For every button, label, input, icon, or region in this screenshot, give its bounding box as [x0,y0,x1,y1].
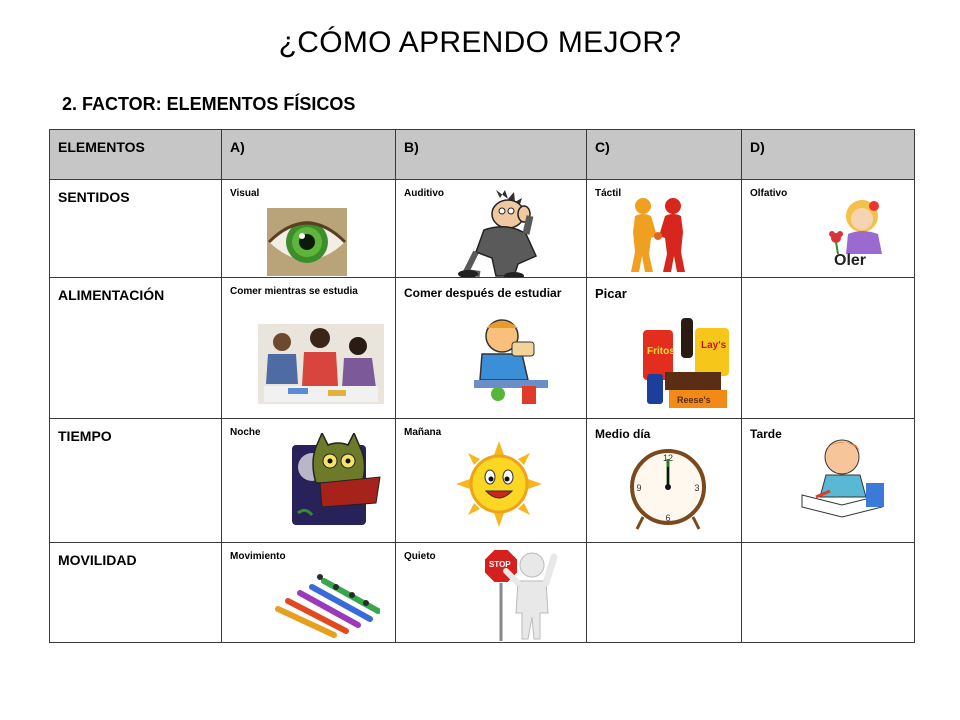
snacks-icon [641,314,733,412]
row-label-tiempo: TIEMPO [50,418,222,542]
header-elementos: ELEMENTOS [50,130,222,180]
listening-man-icon [456,186,551,278]
row-label-movilidad: MOVILIDAD [50,542,222,642]
svg-text:9: 9 [636,482,642,493]
svg-text:6: 6 [665,512,671,523]
svg-text:Lay's: Lay's [701,340,727,352]
runners-arrows-icon [274,573,380,643]
owl-reading-icon [292,433,382,525]
svg-text:3: 3 [694,482,700,493]
stop-sign-text: STOP [489,559,511,569]
table-row [50,542,915,642]
cell-label: Mañana [404,426,442,438]
child-eating-sandwich-icon [474,314,548,406]
cell-empty [587,542,742,642]
table-row [50,278,915,418]
cell-movimiento [222,542,396,642]
cell-comer-despues [396,278,587,418]
cell-label: Noche [230,426,261,438]
cell-noche [222,418,396,542]
cell-olfativo [742,180,915,278]
cell-label: Comer después de estudiar [404,286,562,301]
cell-empty [742,542,915,642]
cell-medio-dia [587,418,742,542]
learning-elements-table [49,129,915,643]
cell-tactil [587,180,742,278]
child-studying-icon [796,435,888,521]
cell-auditivo [396,180,587,278]
section-subtitle: 2. FACTOR: ELEMENTOS FÍSICOS [62,94,356,114]
cell-tarde [742,418,915,542]
row-label-sentidos: SENTIDOS [50,180,222,278]
cell-picar [587,278,742,418]
students-eating-icon [258,324,384,404]
stop-figure-icon [482,547,572,641]
girl-smelling-flower-icon [822,194,892,274]
table-row [50,418,915,542]
cell-label: Picar [595,286,627,302]
cell-manana [396,418,587,542]
page-title: ¿CÓMO APRENDO MEJOR? [278,26,682,59]
cell-empty [742,278,915,418]
header-d: D) [742,130,915,180]
cell-label: Auditivo [404,188,444,199]
clock-icon [629,447,707,531]
svg-text:Reese's: Reese's [677,395,711,406]
cell-label: Olfativo [750,188,788,199]
header-b: B) [396,130,587,180]
cell-label: Comer mientras se estudia [230,286,358,298]
svg-text:12: 12 [662,452,674,463]
cell-label: Quieto [404,550,436,562]
cell-label: Táctil [595,188,622,199]
cell-quieto [396,542,587,642]
cell-label: Movimiento [230,550,286,562]
handshake-icon [625,196,691,274]
cell-comer-mientras [222,278,396,418]
cell-label: Tarde [750,426,782,441]
sun-icon [456,441,542,527]
cell-visual [222,180,396,278]
header-a: A) [222,130,396,180]
svg-text:Fritos: Fritos [647,346,675,358]
row-label-alimentacion: ALIMENTACIÓN [50,278,222,418]
table-row [50,180,915,278]
cell-label: Visual [230,188,260,199]
eye-icon [267,208,347,276]
table-header-row [50,130,915,180]
oler-caption: Oler [834,252,867,269]
cell-label: Medio día [595,426,651,441]
header-c: C) [587,130,742,180]
